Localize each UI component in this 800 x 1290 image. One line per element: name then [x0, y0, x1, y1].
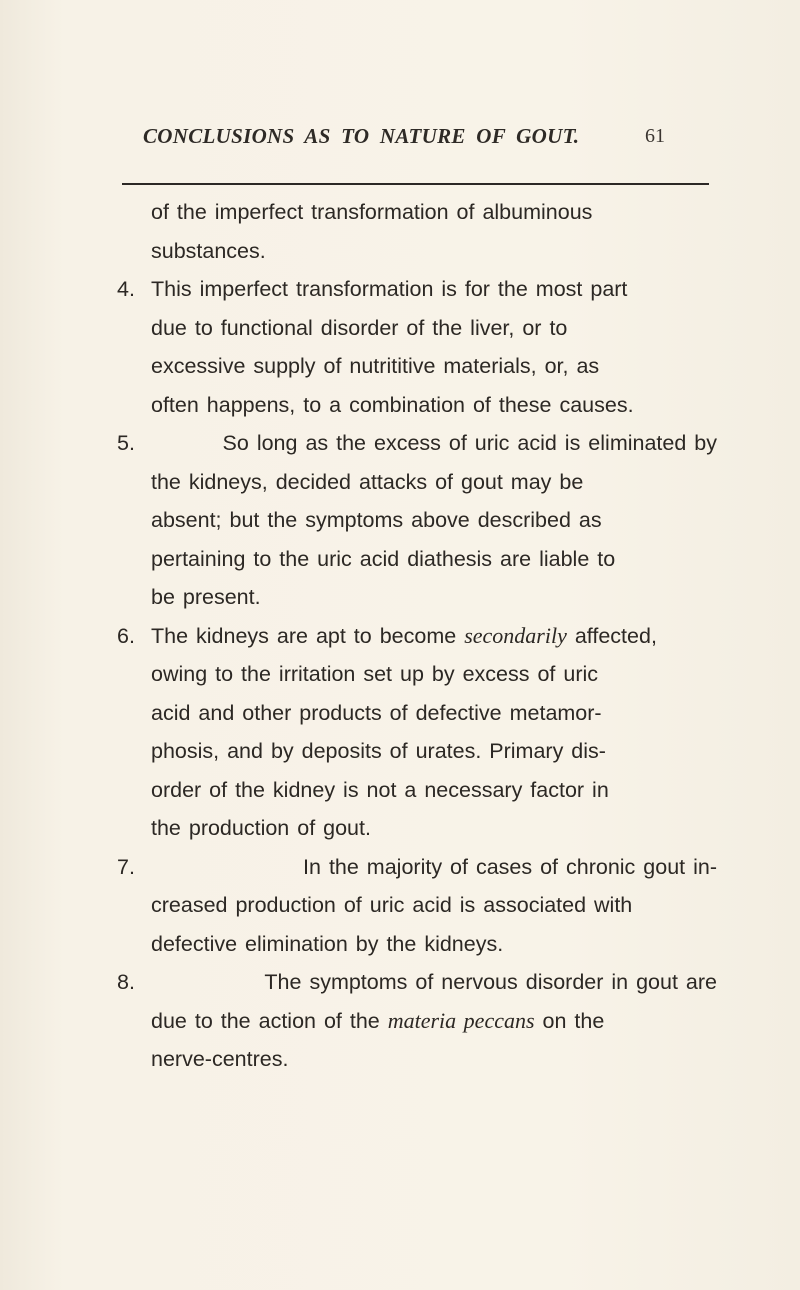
italic-term-secondarily: secondarily	[464, 622, 567, 648]
text-line: often happens, to a combination of these causes.	[151, 392, 634, 417]
line-text: The symptoms of nervous disorder in gout are	[264, 970, 717, 994]
list-item-6	[117, 617, 717, 848]
item-number: 5.	[117, 431, 135, 455]
text-line	[117, 424, 717, 463]
text-line: pertaining to the uric acid diathesis are liable to	[151, 546, 616, 571]
list-item-8	[117, 963, 717, 1079]
text-line: acid and other products of defective metamor-	[151, 700, 602, 725]
text-line: nerve-centres.	[151, 1047, 289, 1071]
text-line: due to functional disorder of the liver, or to	[151, 315, 568, 340]
running-title: CONCLUSIONS AS TO NATURE OF GOUT.	[143, 124, 580, 148]
item-number: 8.	[117, 970, 135, 994]
item-number: 4.	[117, 277, 135, 301]
text-line	[117, 617, 717, 656]
list-item-3-continuation	[117, 193, 717, 270]
line-text-before: The kidneys are apt to become	[151, 623, 457, 648]
italic-term-materia-peccans: materia peccans	[387, 1007, 535, 1033]
text-line: be present.	[151, 585, 261, 609]
line-text-segment	[151, 1002, 604, 1041]
text-line: owing to the irritation set up by excess of uric	[151, 662, 599, 686]
line-text-after: on the	[542, 1008, 605, 1033]
text-line: the production of gout.	[151, 816, 371, 840]
list-item-7	[117, 848, 717, 964]
line-text-after: affected,	[574, 623, 657, 648]
text-line: substances.	[151, 238, 266, 263]
list-item-4	[117, 270, 717, 424]
line-text: This imperfect transformation is for the most part	[151, 277, 628, 301]
item-number: 7.	[117, 854, 135, 879]
text-line	[117, 1002, 717, 1041]
text-line	[117, 963, 717, 1002]
text-line: of the imperfect transformation of albuminous	[151, 200, 593, 224]
list-item-5	[117, 424, 717, 617]
conclusions-list	[117, 193, 717, 1079]
text-line: the kidneys, decided attacks of gout may be	[151, 469, 584, 494]
item-number: 6.	[117, 623, 135, 648]
text-line: absent; but the symptoms above described as	[151, 508, 602, 532]
text-line: phosis, and by deposits of urates. Primary dis-	[151, 739, 606, 763]
line-text: So long as the excess of uric acid is eliminated by	[222, 431, 717, 455]
header-rule	[122, 183, 709, 185]
text-line: excessive supply of nutrititive materials, or, as	[151, 354, 600, 378]
text-line	[117, 270, 717, 309]
page-number: 61	[645, 125, 665, 147]
text-line	[117, 848, 717, 887]
line-text-segment	[151, 617, 717, 656]
text-line: creased production of uric acid is associated with	[151, 893, 633, 917]
text-line: defective elimination by the kidneys.	[151, 931, 504, 956]
line-text-before: due to the action of the	[151, 1008, 380, 1033]
text-line: order of the kidney is not a necessary factor in	[151, 777, 609, 802]
line-text: In the majority of cases of chronic gout in-	[303, 854, 717, 879]
page-header	[143, 124, 800, 164]
